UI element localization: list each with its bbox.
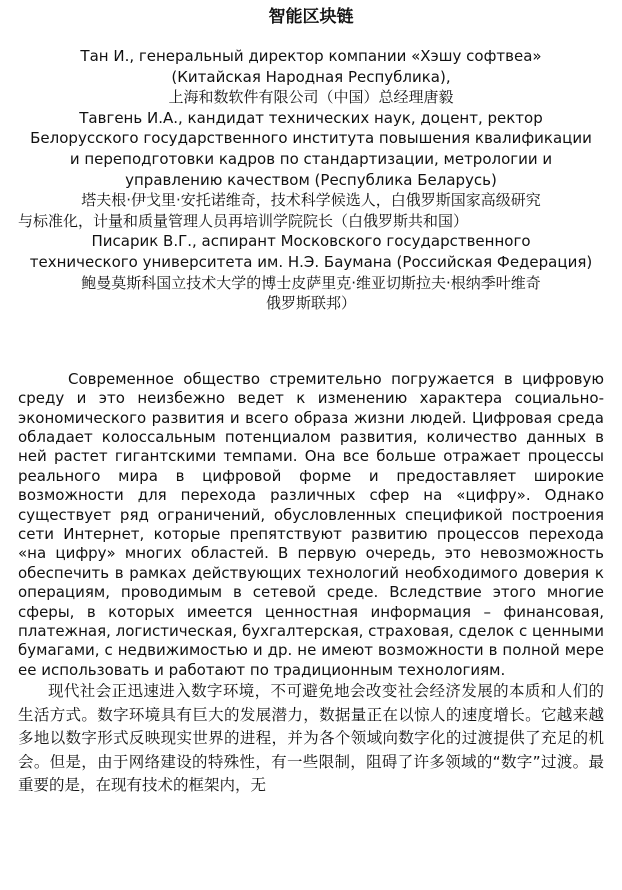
author-line: 鲍曼莫斯科国立技术大学的博士皮萨里克·维亚切斯拉夫·根纳季叶维奇 <box>81 273 541 292</box>
author-line: Писарик В.Г., аспирант Московского государственного <box>91 232 531 251</box>
author-line: 俄罗斯联邦） <box>265 294 356 313</box>
author-line: Тавгень И.А., кандидат технических наук, доцент, ректор <box>79 108 543 127</box>
paragraph-chinese: 现代社会正迅速进入数字环境，不可避免地会改变社会经济发展的本质和人们的生活方式。数字环境具有巨大的发展潜力，数据量正在以惊人的速度增长。它越来越多地以数字形式反映现实世界的进程，并为各个领域向数字化的过渡提供了充足的机会。但是，由于网络建设的特殊性，有一些限制，阻碍了许多领域的“数字”过渡。最重要的是，在现有技术的框架内，无 <box>18 682 604 795</box>
author-line: (Китайская Народная Республика), <box>171 67 451 86</box>
author-block <box>18 46 604 314</box>
author-line: Белорусского государственного института повышения квалификации <box>30 129 592 148</box>
author-line: 塔夫根·伊戈里·安托诺维奇，技术科学候选人，白俄罗斯国家高级研究 <box>81 191 541 210</box>
author-line: Тан И., генеральный директор компании «Хэшу софтвеа» <box>80 47 542 65</box>
author-line: 与标准化，计量和质量管理人员再培训学院院长（白俄罗斯共和国） <box>18 211 469 230</box>
paragraph-russian: Современное общество стремительно погружается в цифровую среду и это неизбежно ведет к изменению характера социально-экономического развития и всего образа жизни людей. Цифровая среда обладает колоссальным потенциалом развития, количество данных в ней растет гигантскими темпами. Она все больше отражает процессы реального мира в цифровой форме и предоставляет широкие возможности для перехода различных сфер на «цифру». Однако существует ряд ограничений, обусловленных спецификой построения сети Интернет, которые препятствуют развитию процессов перехода «на цифру» многих областей. В первую очередь, это невозможность обеспечить в рамках действующих технологий необходимого доверия к операциям, проводимым в сетевой среде. Вследствие этого многие сферы, в которых имеется ценностная информация – финансовая, платежная, логистическая, бухгалтерская, страховая, сделок с ценными бумагами, с недвижимостью и др. не имеют возможности в полной мере ее использовать и работают по традиционным технологиям. <box>18 369 604 679</box>
section-gap <box>18 314 604 370</box>
author-line: управлению качеством (Республика Беларусь) <box>125 170 497 189</box>
author-line: технического университета им. Н.Э. Баумана (Российская Федерация) <box>29 252 593 271</box>
page-title: 智能区块链 <box>268 7 354 27</box>
author-line: и переподготовки кадров по стандартизации, метрологии и <box>69 149 553 168</box>
author-line: 上海和数软件有限公司（中国）总经理唐毅 <box>168 88 454 107</box>
body-text <box>18 370 604 798</box>
document-page <box>0 6 622 890</box>
